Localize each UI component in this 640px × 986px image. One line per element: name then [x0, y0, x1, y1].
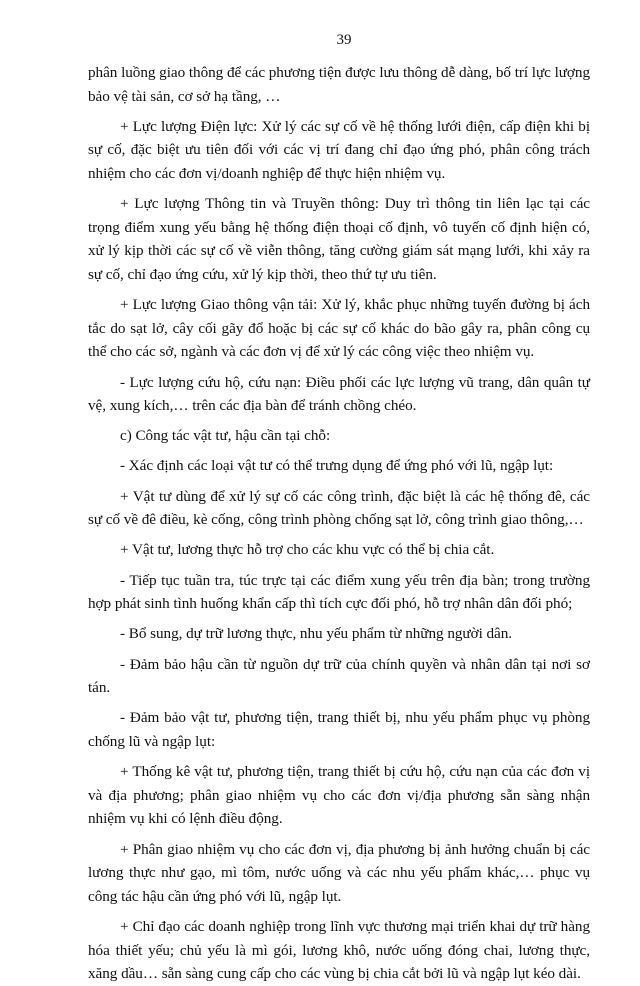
- document-body: [88, 61, 590, 986]
- paragraph: + Phân giao nhiệm vụ cho các đơn vị, địa phương bị ảnh hưởng chuẩn bị các lương thực như gạo, mì tôm, nước uống và các nhu yếu phẩm khác,… phục vụ công tác hậu cần ứng phó với lũ, ngập lụt.: [88, 840, 590, 905]
- paragraph: phân luồng giao thông để các phương tiện được lưu thông dễ dàng, bố trí lực lượng bảo vệ tài sản, cơ sở hạ tầng, …: [88, 64, 590, 105]
- page-number: 39: [336, 32, 352, 48]
- paragraph: - Đảm bảo vật tư, phương tiện, trang thiết bị, nhu yếu phẩm phục vụ phòng chống lũ và ngập lụt:: [88, 709, 590, 750]
- paragraph: + Vật tư dùng để xử lý sự cố các công trình, đặc biệt là các hệ thống đê, các sự cố về đê điều, kè cống, công trình phòng chống sạt lở, công trình giao thông,…: [88, 487, 590, 529]
- paragraph: + Lực lượng Giao thông vận tải: Xử lý, khắc phục những tuyến đường bị ách tắc do sạt lở, cây cối gãy đổ hoặc bị các sự cố khác do bão gây ra, phân công cụ thể cho các sở, ngành và các đơn vị để xử lý các công việc theo nhiệm vụ.: [88, 296, 590, 361]
- paragraph: + Vật tư, lương thực hỗ trợ cho các khu vực có thể bị chia cắt.: [120, 541, 495, 559]
- paragraph: - Bổ sung, dự trữ lương thực, nhu yếu phẩm từ những người dân.: [120, 625, 513, 643]
- paragraph: - Xác định các loại vật tư có thể trưng dụng để ứng phó với lũ, ngập lụt:: [120, 457, 554, 475]
- paragraph: - Tiếp tục tuần tra, túc trực tại các điểm xung yếu trên địa bàn; trong trường hợp phát sinh tình huống khẩn cấp thì tích cực đối phó, hỗ trợ nhân dân đối phó;: [88, 571, 590, 613]
- paragraph: c) Công tác vật tư, hậu cần tại chỗ:: [120, 427, 331, 445]
- paragraph: + Chỉ đạo các doanh nghiệp trong lĩnh vực thương mại triển khai dự trữ hàng hóa thiết yếu; chủ yếu là mì gói, lương khô, nước uống đóng chai, lương thực, xăng dầu… sẵn sàng cung cấp cho các vùng bị chia cắt bởi lũ và ngập lụt kéo dài.: [88, 917, 590, 983]
- paragraph: + Thống kê vật tư, phương tiện, trang thiết bị cứu hộ, cứu nạn của các đơn vị và địa phương; phân giao nhiệm vụ cho các đơn vị/địa phương sẵn sàng nhận nhiệm vụ khi có lệnh điều động.: [88, 763, 590, 828]
- paragraph: - Đảm bảo hậu cần từ nguồn dự trữ của chính quyền và nhân dân tại nơi sơ tán.: [88, 655, 590, 697]
- paragraph: + Lực lượng Thông tin và Truyền thông: Duy trì thông tin liên lạc tại các trọng điểm xung yếu bằng hệ thống điện thoại cố định, vô tuyến cố định hiện có, xử lý kịp thời các sự cố về viễn thông, tăng cường giám sát mạng lưới, khi xảy ra sự cố, chỉ đạo ứng cứu, xử lý kịp thời, theo thứ tự ưu tiên.: [88, 195, 590, 283]
- paragraph: + Lực lượng Điện lực: Xử lý các sự cố về hệ thống lưới điện, cấp điện khi bị sự cố, đặc biệt ưu tiên đối với các vị trí đang chỉ đạo ứng phó, phân công trách nhiệm cho các đơn vị/doanh nghiệp để thực hiện nhiệm vụ.: [88, 117, 590, 182]
- paragraph: - Lực lượng cứu hộ, cứu nạn: Điều phối các lực lượng vũ trang, dân quân tự vệ, xung kích,… trên các địa bàn để tránh chồng chéo.: [88, 373, 590, 415]
